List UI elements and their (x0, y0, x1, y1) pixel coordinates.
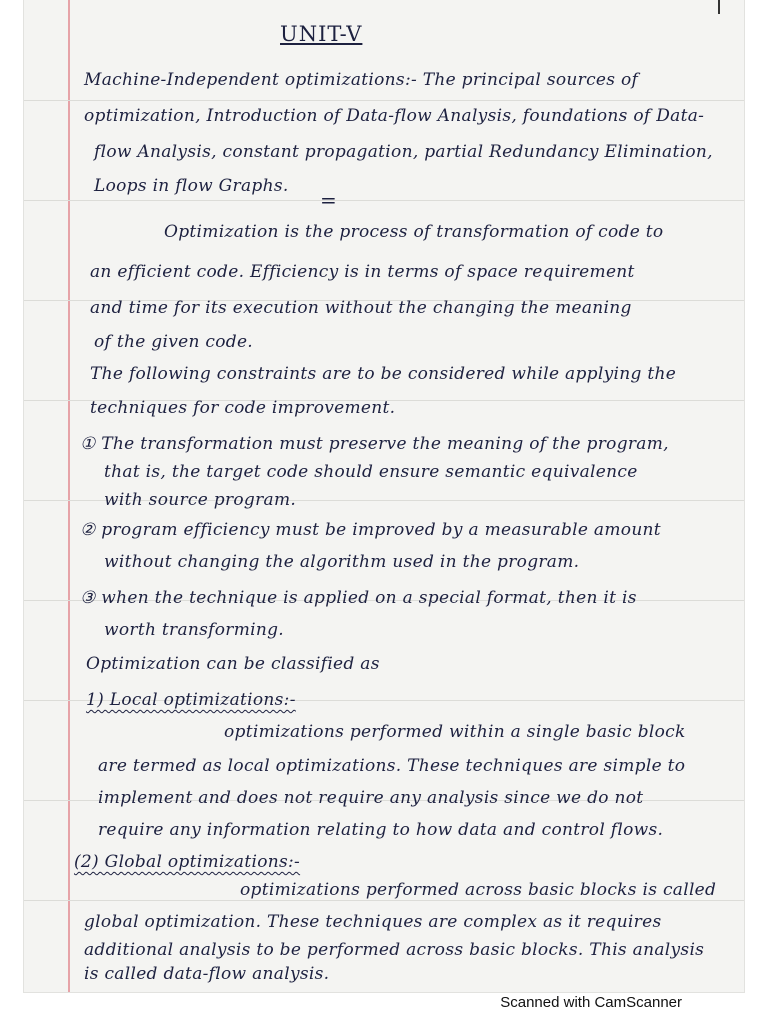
constraint-item: ③ when the technique is applied on a special format, then it is (80, 588, 637, 608)
constraint-item: ② program efficiency must be improved by a measurable amount (80, 520, 661, 540)
local-text-line: implement and does not require any analysis since we do not (98, 788, 644, 808)
global-text-line: is called data-flow analysis. (84, 964, 330, 984)
constraint-item: worth transforming. (104, 620, 285, 640)
definition-line: Optimization is the process of transformation of code to (164, 222, 664, 242)
scanner-watermark: Scanned with CamScanner (500, 994, 682, 1011)
intro-line: optimization, Introduction of Data-flow Analysis, foundations of Data- (84, 106, 705, 126)
definition-line: an efficient code. Efficiency is in terms of space requirement (90, 262, 635, 282)
margin-line (68, 0, 70, 992)
local-text-line: optimizations performed within a single basic block (224, 722, 686, 742)
intro-line: Machine-Independent optimizations:- The principal sources of (84, 70, 639, 90)
page-title: UNIT-V (280, 22, 363, 46)
definition-line: and time for its execution without the changing the meaning (90, 298, 632, 318)
constraint-item: without changing the algorithm used in the program. (104, 552, 580, 572)
definition-line: of the given code. (94, 332, 254, 352)
classification-intro: Optimization can be classified as (86, 654, 380, 674)
constraints-intro-line: techniques for code improvement. (90, 398, 396, 418)
ruled-line (24, 100, 744, 101)
constraint-item: that is, the target code should ensure semantic equivalence (104, 462, 638, 482)
local-text-line: require any information relating to how data and control flows. (98, 820, 664, 840)
global-optimizations-heading: (2) Global optimizations:- (74, 852, 301, 872)
ruled-line (24, 900, 744, 901)
global-text-line: optimizations performed across basic blocks is called (240, 880, 717, 900)
ruled-line (24, 200, 744, 201)
corner-mark (718, 0, 720, 14)
constraints-intro-line: The following constraints are to be considered while applying the (90, 364, 677, 384)
local-optimizations-heading: 1) Local optimizations:- (86, 690, 296, 710)
local-text-line: are termed as local optimizations. These techniques are simple to (98, 756, 686, 776)
separator-mark: = (320, 188, 338, 212)
intro-line: flow Analysis, constant propagation, partial Redundancy Elimination, (94, 142, 713, 162)
global-text-line: global optimization. These techniques are complex as it requires (84, 912, 662, 932)
global-text-line: additional analysis to be performed across basic blocks. This analysis (84, 940, 705, 960)
constraint-item: with source program. (104, 490, 297, 510)
intro-line: Loops in flow Graphs. (94, 176, 289, 196)
constraint-item: ① The transformation must preserve the meaning of the program, (80, 434, 669, 454)
notebook-page (24, 0, 744, 992)
